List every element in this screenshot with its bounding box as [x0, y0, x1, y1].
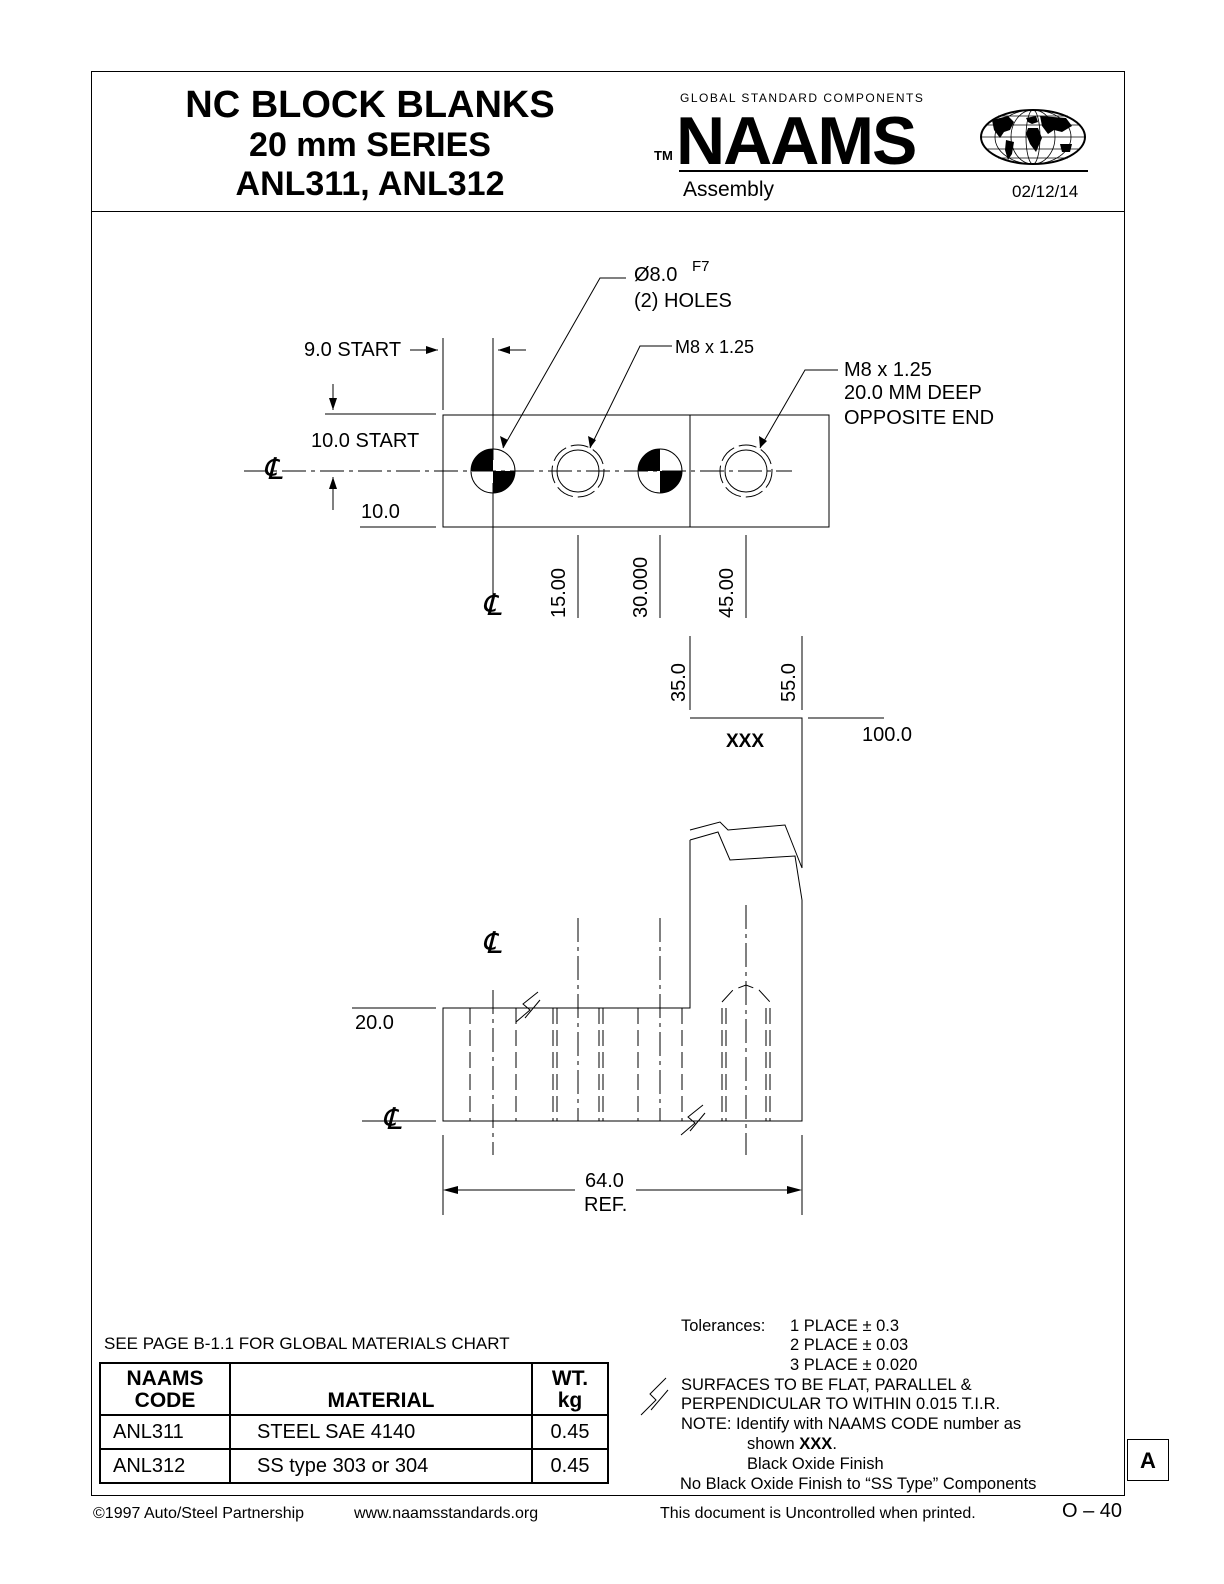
thread-callout-1: M8 x 1.25	[675, 337, 755, 357]
header-weight: WT. kg	[532, 1363, 608, 1415]
dim-20: 20.0	[355, 1012, 394, 1034]
row-code: ANL312	[100, 1449, 230, 1483]
table-row	[100, 1449, 608, 1483]
dim-10: 10.0	[361, 501, 400, 523]
row-material: STEEL SAE 4140	[230, 1415, 532, 1449]
part-mark-xxx: XXX	[726, 731, 765, 752]
logo-underline	[679, 170, 1088, 172]
drawing-frame	[91, 71, 1125, 1496]
tolerance-1-place: 1 PLACE ± 0.3	[790, 1317, 900, 1335]
tolerance-3-place: 3 PLACE ± 0.020	[790, 1356, 918, 1374]
page-number: O – 40	[1062, 1500, 1123, 1522]
thread-callout-2-line2: 20.0 MM DEEP	[844, 382, 982, 404]
trademark: TM	[654, 148, 673, 163]
row-material: SS type 303 or 304	[230, 1449, 532, 1483]
dim-30: 30.000	[630, 556, 652, 618]
dim-35: 35.0	[668, 663, 690, 702]
dim-15: 15.00	[548, 567, 570, 618]
website-link[interactable]: www.naamsstandards.org	[354, 1505, 539, 1522]
hole-tolerance: F7	[692, 258, 710, 275]
black-oxide-note: Black Oxide Finish	[747, 1455, 884, 1473]
tolerances-label: Tolerances:	[681, 1317, 766, 1335]
hole-count: (2) HOLES	[634, 290, 732, 312]
tolerance-2-place: 2 PLACE ± 0.03	[790, 1336, 909, 1354]
row-weight: 0.45	[532, 1415, 608, 1449]
dim-64: 64.0	[585, 1170, 624, 1192]
date-label: 02/12/14	[1012, 182, 1079, 201]
header-divider	[91, 211, 1125, 212]
table-row	[100, 1415, 608, 1449]
materials-table	[99, 1362, 609, 1484]
dim-45: 45.00	[716, 567, 738, 618]
flatness-note-2: PERPENDICULAR TO WITHIN 0.015 T.I.R.	[681, 1395, 1001, 1413]
identify-note-shown: shown XXX.	[747, 1435, 837, 1453]
header-naams-code: NAAMS CODE	[100, 1363, 230, 1415]
thread-callout-2-line1: M8 x 1.25	[844, 359, 932, 381]
naams-logo-text: NAAMS	[676, 103, 916, 179]
ss-finish-note: No Black Oxide Finish to “SS Type” Components	[680, 1475, 1037, 1493]
hole-diameter: Ø8.0	[634, 264, 678, 286]
copyright: ©1997 Auto/Steel Partnership	[93, 1505, 305, 1522]
title-line-3: ANL311, ANL312	[235, 165, 505, 203]
header-material: MATERIAL	[230, 1363, 532, 1415]
flatness-note-1: SURFACES TO BE FLAT, PARALLEL &	[681, 1376, 972, 1394]
materials-chart-reference: SEE PAGE B-1.1 FOR GLOBAL MATERIALS CHART	[104, 1334, 510, 1353]
centerline-symbol-vertical: ℄	[482, 589, 502, 622]
centerline-symbol-horizontal: ℄	[263, 453, 283, 486]
title-line-1: NC BLOCK BLANKS	[185, 84, 555, 126]
dim-55: 55.0	[778, 663, 800, 702]
row-code: ANL311	[100, 1415, 230, 1449]
title-line-2: 20 mm SERIES	[249, 126, 491, 164]
identify-note: NOTE: Identify with NAAMS CODE number as	[681, 1415, 1022, 1433]
globe-icon	[978, 108, 1088, 166]
centerline-symbol-front: ℄	[482, 927, 502, 960]
dim-100: 100.0	[862, 724, 913, 746]
dim-y-start: 10.0 START	[311, 430, 420, 452]
dim-64-ref: REF.	[584, 1194, 628, 1216]
centerline-symbol-base: ℄	[382, 1103, 402, 1136]
brand-tagline: GLOBAL STANDARD COMPONENTS	[680, 91, 925, 105]
row-weight: 0.45	[532, 1449, 608, 1483]
revision-box: A	[1127, 1439, 1169, 1481]
thread-callout-2-line3: OPPOSITE END	[844, 407, 995, 429]
dim-x-start: 9.0 START	[304, 339, 402, 361]
uncontrolled-notice: This document is Uncontrolled when printed.	[660, 1505, 976, 1522]
section-label: Assembly	[683, 178, 775, 201]
